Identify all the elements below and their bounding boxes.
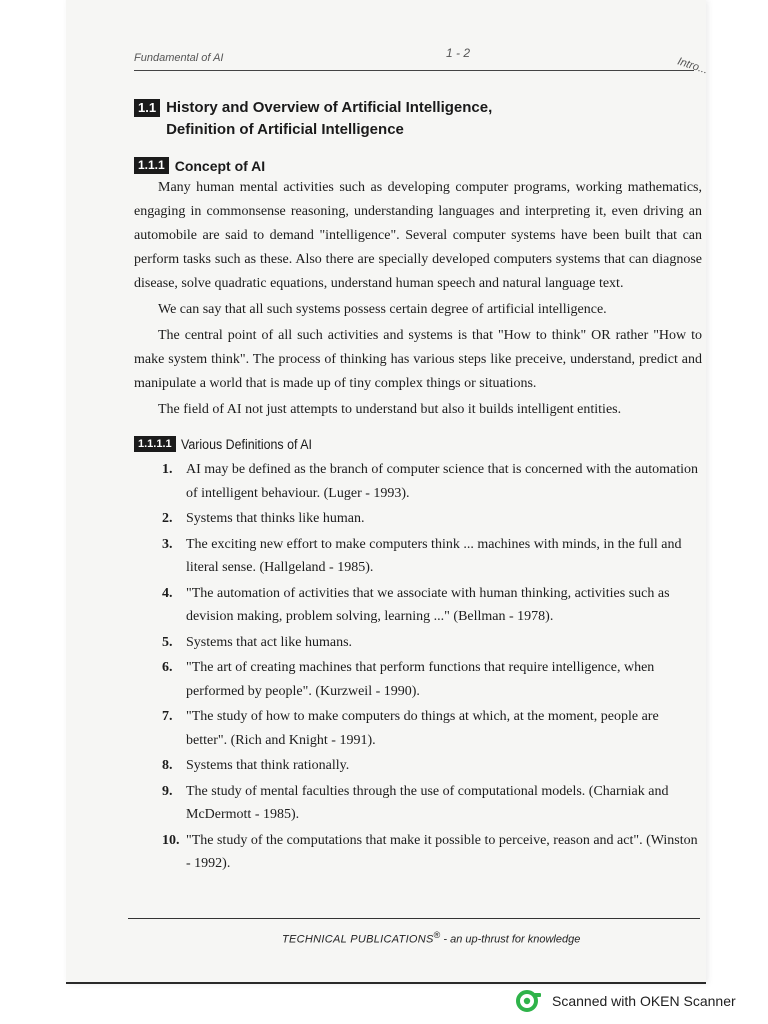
scanner-watermark-text: Scanned with OKEN Scanner [552,993,736,1009]
running-head [134,40,710,77]
list-item-number: 6. [162,660,173,675]
list-item-text: "The study of the computations that make it possible to perceive, reason and act". (Winston - 1992). [186,832,698,871]
section-title [166,97,492,141]
subsection-title: Concept of AI [174,157,266,174]
list-item-text: Systems that think rationally. [186,758,350,773]
scanned-book-page [66,0,710,984]
scanner-watermark [516,990,736,1012]
list-item-text: Systems that act like humans. [186,634,353,650]
list-item-text: "The study of how to make computers do things at which, at the moment, people are better". (Rich and Knight - 1991). [186,709,659,748]
list-item [134,533,702,580]
list-item-text: Systems that thinks like human. [186,511,365,526]
list-item-text: The study of mental faculties through the use of computational models. (Charniak and McDermott - 1985). [186,783,669,822]
list-item [134,656,702,703]
section-heading [134,97,702,141]
list-item-text: AI may be defined as the branch of computer science that is concerned with the automation of intelligent behaviour. (Luger - 1993). [186,462,698,501]
header-rule [134,70,694,71]
section-title-line1: History and Overview of Artificial Intelligence, [166,99,493,116]
running-head-right: Intro... [675,55,710,77]
list-item-number: 4. [162,585,173,601]
footer-rule [128,918,700,919]
footer-tagline: - an up-thrust for knowledge [440,933,581,946]
section-title-line2: Definition of Artificial Intelligence [166,121,404,138]
list-item [134,754,702,778]
definitions-list [134,458,702,876]
list-item-number: 3. [162,536,173,552]
list-item-text: The exciting new effort to make computers think ... machines with minds, in the full and literal sense. (Hallgeland - 1985). [186,536,682,575]
list-item-number: 8. [162,758,173,773]
list-item-number: 7. [162,709,173,724]
list-item-number: 10. [162,832,180,848]
list-item [134,507,702,531]
list-item [134,458,702,505]
paragraph-4: The field of AI not just attempts to understand but also it builds intelligent entities. [158,402,622,417]
running-head-left: Fundamental of AI [134,52,224,64]
list-item [134,705,702,752]
subsubsection-title: Various Definitions of AI [180,436,312,452]
list-item-text: "The automation of activities that we associate with human thinking, activities such as devision making, problem solving, learning ..." (Bellman - 1978). [186,585,670,624]
list-item [134,631,702,655]
list-item [134,582,702,629]
subsubsection-heading [134,436,702,452]
list-item-number: 9. [162,783,173,799]
footer-publisher: TECHNICAL PUBLICATIONS [282,933,434,946]
subsection-heading [134,157,702,174]
section-number-badge: 1.1 [134,99,160,117]
list-item [134,780,702,827]
list-item [134,829,702,876]
list-item-number: 5. [162,634,173,650]
paragraph-1: Many human mental activities such as developing computer programs, working mathematics, engaging in commonsense reasoning, understanding languages and interpreting it, even driving an automobile are said to demand "intelligence". Several computer systems have been built that can perform tasks such as these. Also there are specially developed computers systems that can diagnose disease, solve quadratic equations, understand human speech and natural language text. [134,180,702,291]
list-item-text: "The art of creating machines that perform functions that require intelligence, when performed by people". (Kurzweil - 1990). [186,660,655,699]
subsection-number-badge: 1.1.1 [134,157,169,174]
page-number: 1 - 2 [446,46,471,60]
paragraph-2: We can say that all such systems possess certain degree of artificial intelligence. [158,302,607,317]
page-footer [282,930,580,946]
page-content [134,40,710,878]
paragraph-3: The central point of all such activities and systems is that "How to think" OR rather "How to make system think". The process of thinking has various steps like preceive, understand, predict and manipulate a world that is made up of tiny complex things or situations. [134,328,702,391]
registered-mark: ® [433,930,441,940]
list-item-number: 1. [162,462,173,477]
subsubsection-number-badge: 1.1.1.1 [134,436,176,452]
oken-scanner-logo-icon [516,990,544,1012]
list-item-number: 2. [162,511,173,526]
